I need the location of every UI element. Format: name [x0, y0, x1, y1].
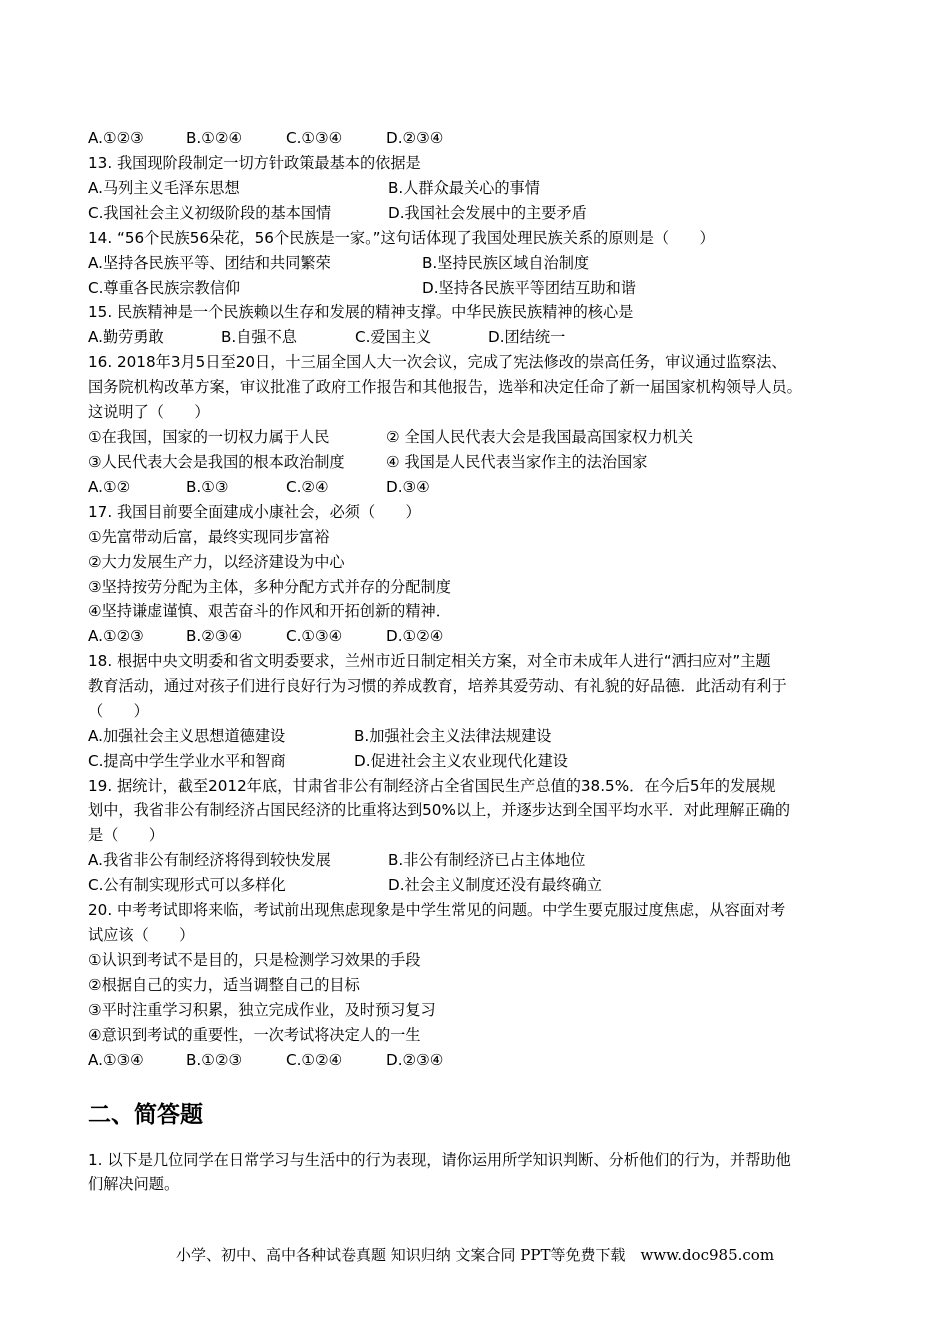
short-answer-q1-line2: 们解决问题。	[88, 1175, 180, 1193]
option-c: C.我国社会主义初级阶段的基本国情	[88, 204, 332, 222]
question-16-stem-line3: 这说明了（ ）	[88, 403, 210, 421]
statement-4: ④意识到考试的重要性，一次考试将决定人的一生	[88, 1026, 421, 1044]
option-b: B.自强不息	[221, 328, 297, 346]
option-c: C.①②④	[286, 1051, 343, 1069]
statement-1: ①先富带动后富，最终实现同步富裕	[88, 528, 330, 546]
question-17-stem: 17. 我国目前要全面建成小康社会，必须（ ）	[88, 503, 421, 521]
question-16-stem-line2: 国务院机构改革方案，审议批准了政府工作报告和其他报告，选举和决定任命了新一届国家机构领导人员。	[88, 378, 802, 396]
statement-3: ③坚持按劳分配为主体，多种分配方式并存的分配制度	[88, 578, 451, 596]
q20-options	[88, 1050, 868, 1070]
option-d: D.②③④	[386, 129, 444, 147]
option-b: B.坚持民族区域自治制度	[422, 254, 590, 272]
option-c: C.②④	[286, 478, 329, 496]
option-a: A.①②	[88, 478, 131, 496]
statement-2: ②大力发展生产力，以经济建设为中心	[88, 553, 345, 571]
q16-items-row1	[88, 427, 868, 447]
statement-4: ④ 我国是人民代表当家作主的法治国家	[386, 453, 648, 471]
page-footer: 小学、初中、高中各种试卷真题 知识归纳 文案合同 PPT等免费下载 www.doc985.com	[175, 1246, 775, 1264]
option-c: C.尊重各民族宗教信仰	[88, 279, 241, 297]
statement-1: ①在我国，国家的一切权力属于人民	[88, 428, 330, 446]
q17-options	[88, 626, 868, 646]
q14-options-row2	[88, 278, 868, 298]
q19-options-row1	[88, 850, 868, 870]
option-c: C.①③④	[286, 129, 343, 147]
option-b: B.①②③	[186, 1051, 243, 1069]
option-b: B.②③④	[186, 627, 243, 645]
statement-3: ③平时注重学习积累，独立完成作业，及时预习复习	[88, 1001, 436, 1019]
question-14-stem: 14. “56个民族56朵花，56个民族是一家。”这句话体现了我国处理民族关系的原则是（ ）	[88, 229, 715, 247]
question-20-stem-line2: 试应该（ ）	[88, 926, 195, 944]
option-a: A.勤劳勇敢	[88, 328, 164, 346]
option-d: D.我国社会发展中的主要矛盾	[388, 204, 587, 222]
q16-items-row2	[88, 452, 868, 472]
q12-options	[88, 128, 868, 148]
option-a: A.我省非公有制经济将得到较快发展	[88, 851, 331, 869]
option-d: D.坚持各民族平等团结互助和谐	[422, 279, 636, 297]
q18-options-row1	[88, 726, 868, 746]
statement-3: ③人民代表大会是我国的根本政治制度	[88, 453, 345, 471]
option-d: D.①②④	[386, 627, 444, 645]
option-d: D.团结统一	[488, 328, 566, 346]
statement-1: ①认识到考试不是目的，只是检测学习效果的手段	[88, 951, 421, 969]
statement-4: ④坚持谦虚谨慎、艰苦奋斗的作风和开拓创新的精神．	[88, 602, 451, 620]
question-19-stem-line1: 19. 据统计，截至2012年底，甘肃省非公有制经济占全省国民生产总值的38.5%．在今后5年的发展规	[88, 777, 776, 795]
option-d: D.③④	[386, 478, 430, 496]
statement-2: ②根据自己的实力，适当调整自己的目标	[88, 976, 360, 994]
option-b: B.非公有制经济已占主体地位	[388, 851, 586, 869]
option-a: A.①②③	[88, 129, 144, 147]
option-a: A.①③④	[88, 1051, 144, 1069]
option-b: B.加强社会主义法律法规建设	[354, 727, 552, 745]
option-a: A.①②③	[88, 627, 144, 645]
option-c: C.爱国主义	[355, 328, 432, 346]
question-19-stem-line3: 是（ ）	[88, 826, 164, 844]
question-18-stem-line2: 教育活动，通过对孩子们进行良好行为习惯的养成教育，培养其爱劳动、有礼貌的好品德．此活动有利于	[88, 677, 787, 695]
q14-options-row1	[88, 253, 868, 273]
question-16-stem-line1: 16. 2018年3月5日至20日，十三届全国人大一次会议，完成了宪法修改的崇高任务，审议通过监察法、	[88, 353, 787, 371]
option-d: D.②③④	[386, 1051, 444, 1069]
short-answer-q1-line1: 1. 以下是几位同学在日常学习与生活中的行为表现，请你运用所学知识判断、分析他们的行为，并帮助他	[88, 1151, 791, 1169]
option-b: B.①③	[186, 478, 229, 496]
q16-options	[88, 477, 868, 497]
option-a: A.加强社会主义思想道德建设	[88, 727, 286, 745]
q13-options-row1	[88, 178, 868, 198]
question-20-stem-line1: 20. 中考考试即将来临，考试前出现焦虑现象是中学生常见的问题。中学生要克服过度焦虑，从容面对考	[88, 901, 786, 919]
option-d: D.促进社会主义农业现代化建设	[354, 752, 568, 770]
option-a: A.坚持各民族平等、团结和共同繁荣	[88, 254, 331, 272]
option-c: C.提高中学生学业水平和智商	[88, 752, 286, 770]
q19-options-row2	[88, 875, 868, 895]
question-15-stem: 15. 民族精神是一个民族赖以生存和发展的精神支撑。中华民族民族精神的核心是	[88, 303, 634, 321]
question-19-stem-line2: 划中，我省非公有制经济占国民经济的比重将达到50%以上，并逐步达到全国平均水平．对此理解正确的	[88, 801, 791, 819]
option-d: D.社会主义制度还没有最终确立	[388, 876, 602, 894]
q15-options	[88, 327, 868, 347]
option-c: C.①③④	[286, 627, 343, 645]
question-13-stem: 13. 我国现阶段制定一切方针政策最基本的依据是	[88, 154, 421, 172]
question-18-stem-line1: 18. 根据中央文明委和省文明委要求，兰州市近日制定相关方案，对全市未成年人进行“洒扫应对”主题	[88, 652, 771, 670]
section-heading: 二、简答题	[88, 1102, 203, 1128]
option-b: B.①②④	[186, 129, 243, 147]
q18-options-row2	[88, 751, 868, 771]
option-c: C.公有制实现形式可以多样化	[88, 876, 286, 894]
option-b: B.人群众最关心的事情	[388, 179, 540, 197]
statement-2: ② 全国人民代表大会是我国最高国家权力机关	[386, 428, 694, 446]
question-18-stem-line3: （ ）	[88, 702, 149, 720]
option-a: A.马列主义毛泽东思想	[88, 179, 240, 197]
q13-options-row2	[88, 203, 868, 223]
